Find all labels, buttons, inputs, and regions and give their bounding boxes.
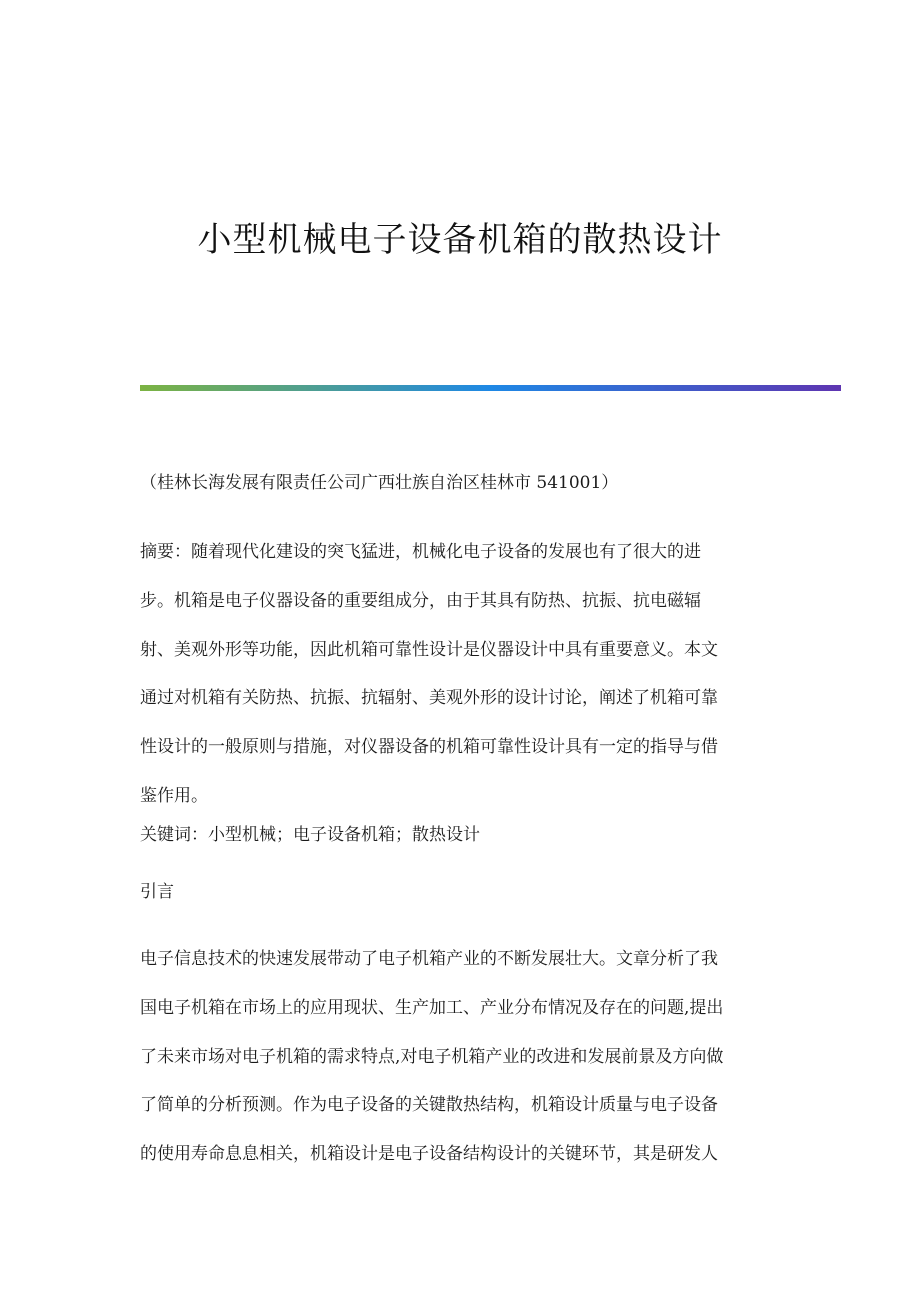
title-divider [140, 385, 841, 391]
intro-paragraph [140, 935, 780, 1179]
abstract-line: 性设计的一般原则与措施，对仪器设备的机箱可靠性设计具有一定的指导与借 [140, 737, 718, 758]
intro-line: 了未来市场对电子机箱的需求特点,对电子机箱产业的改进和发展前景及方向做 [140, 1046, 724, 1067]
abstract-line: 步。机箱是电子仪器设备的重要组成分，由于其具有防热、抗振、抗电磁辐 [140, 590, 701, 611]
abstract-line: 鉴作用。 [140, 785, 208, 806]
intro-line: 的使用寿命息息相关，机箱设计是电子设备结构设计的关键环节，其是研发人 [140, 1144, 718, 1165]
affiliation: （桂林长海发展有限责任公司广西壮族自治区桂林市 541001） [140, 473, 619, 493]
abstract-line: 通过对机箱有关防热、抗振、抗辐射、美观外形的设计讨论，阐述了机箱可靠 [140, 688, 718, 709]
intro-line: 了简单的分析预测。作为电子设备的关键散热结构，机箱设计质量与电子设备 [140, 1095, 718, 1116]
section-heading-intro: 引言 [140, 882, 174, 902]
intro-line: 国电子机箱在市场上的应用现状、生产加工、产业分布情况及存在的问题,提出 [140, 997, 724, 1018]
abstract [140, 528, 780, 821]
keywords: 关键词：小型机械；电子设备机箱；散热设计 [140, 825, 480, 845]
abstract-line: 射、美观外形等功能，因此机箱可靠性设计是仪器设计中具有重要意义。本文 [140, 639, 718, 660]
intro-line: 电子信息技术的快速发展带动了电子机箱产业的不断发展壮大。文章分析了我 [140, 949, 718, 969]
document-title: 小型机械电子设备机箱的散热设计 [197, 220, 723, 260]
abstract-line: 摘要：随着现代化建设的突飞猛进，机械化电子设备的发展也有了很大的进 [140, 542, 701, 562]
